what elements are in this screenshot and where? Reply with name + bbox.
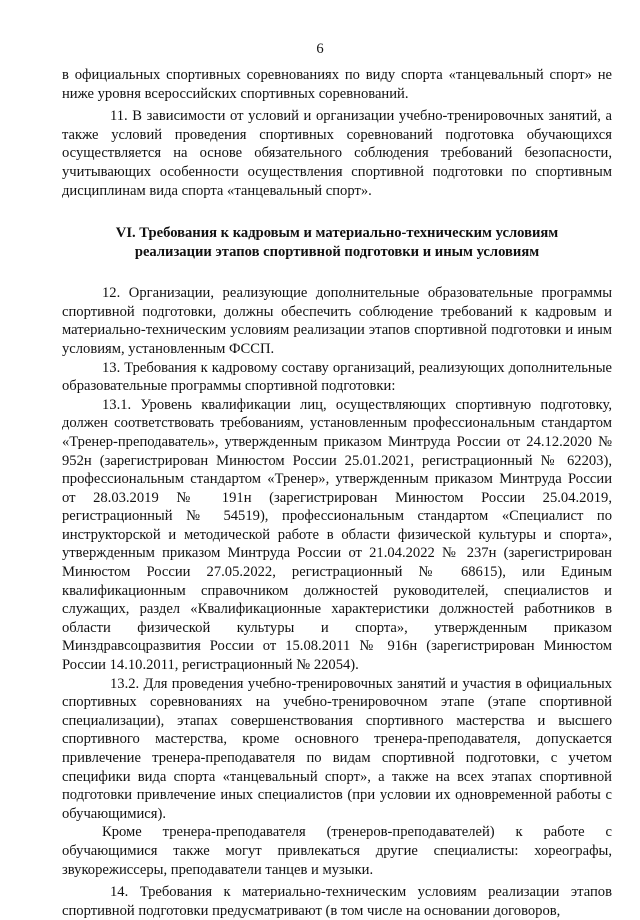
paragraph-continuation: в официальных спортивных соревнованиях по виду спорта «танцевальный спорт» не ниже уровня всероссийских спортивных соревнований. — [62, 67, 612, 102]
paragraph-11: 11. В зависимости от условий и организации учебно-тренировочных занятий, а также условий проведения спортивных соревнований подготовка обучающихся осуществляется на основе обязательного соблюдения требований безопасности, учитывающих особенности осуществления спортивной подготовки по спортивным дисциплинам вида спорта «танцевальный спорт». — [62, 108, 612, 199]
section-heading-line-2: реализации этапов спортивной подготовки и иным условиям — [134, 244, 540, 261]
section-heading-line-1: VI. Требования к кадровым и материально-техническим условиям — [115, 225, 559, 242]
section-heading — [62, 224, 612, 262]
paragraph-other-specialists: Кроме тренера-преподавателя (тренеров-преподавателей) к работе с обучающимися также могут привлекаться другие специалисты: хореографы, звукорежиссеры, преподаватели танцев и музыки. — [62, 824, 612, 878]
paragraph-12: 12. Организации, реализующие дополнительные образовательные программы спортивной подготовки, должны обеспечить соблюдение требований к кадровым и материально-техническим условиям реализации этапов спортивной подготовки и иным условиям, установленным ФССП. — [62, 285, 612, 357]
paragraph-14: 14. Требования к материально-техническим условиям реализации этапов спортивной подготовки предусматривают (в том числе на основании договоров, — [62, 884, 612, 919]
page-number: 6 — [316, 41, 324, 57]
paragraph-13: 13. Требования к кадровому составу организаций, реализующих дополнительные образовательные программы спортивной подготовки: — [62, 359, 612, 395]
page-body — [62, 66, 612, 920]
paragraph-13-2: 13.2. Для проведения учебно-тренировочных занятий и участия в официальных спортивных соревнованиях на учебно-тренировочном этапе (этапе спортивной специализации), этапах совершенствования спортивного мастерства и высшего спортивного мастерства, кроме основного тренера-преподавателя, допускается привлечение тренера-преподавателя по видам спортивной подготовки, с учетом специфики вида спорта «танцевальный спорт», а также на всех этапах спортивной подготовки привлечение иных специалистов (при условии их одновременной работы с обучающимися). — [62, 675, 612, 822]
paragraph-13-1: 13.1. Уровень квалификации лиц, осуществляющих спортивную подготовку, должен соответствовать требованиям, установленным профессиональным стандартом «Тренер-преподаватель», утвержденным приказом Минтруда России от 24.12.2020 № 952н (зарегистрирован Минюстом России 25.01.2021, регистрационный № 62203), профессиональным стандартом «Тренер», утвержденным приказом Минтруда России от 28.03.2019 № 191н (зарегистрирован Минюстом России 25.04.2019, регистрационный № 54519), профессиональным стандартом «Специалист по инструкторской и методической работе в области физической культуры и спорта», утвержденным приказом Минтруда России от 21.04.2022 № 237н (зарегистрирован Минюстом России 27.05.2022, регистрационный № 68615), или Единым квалификационным справочником должностей руководителей, специалистов и служащих, раздел «Квалификационные характеристики должностей работников в области физической культуры и спорта», утвержденным приказом Минздравсоцразвития России от 15.08.2011 № 916н (зарегистрирован Минюстом России 14.10.2011, регистрационный № 22054). — [62, 396, 612, 674]
